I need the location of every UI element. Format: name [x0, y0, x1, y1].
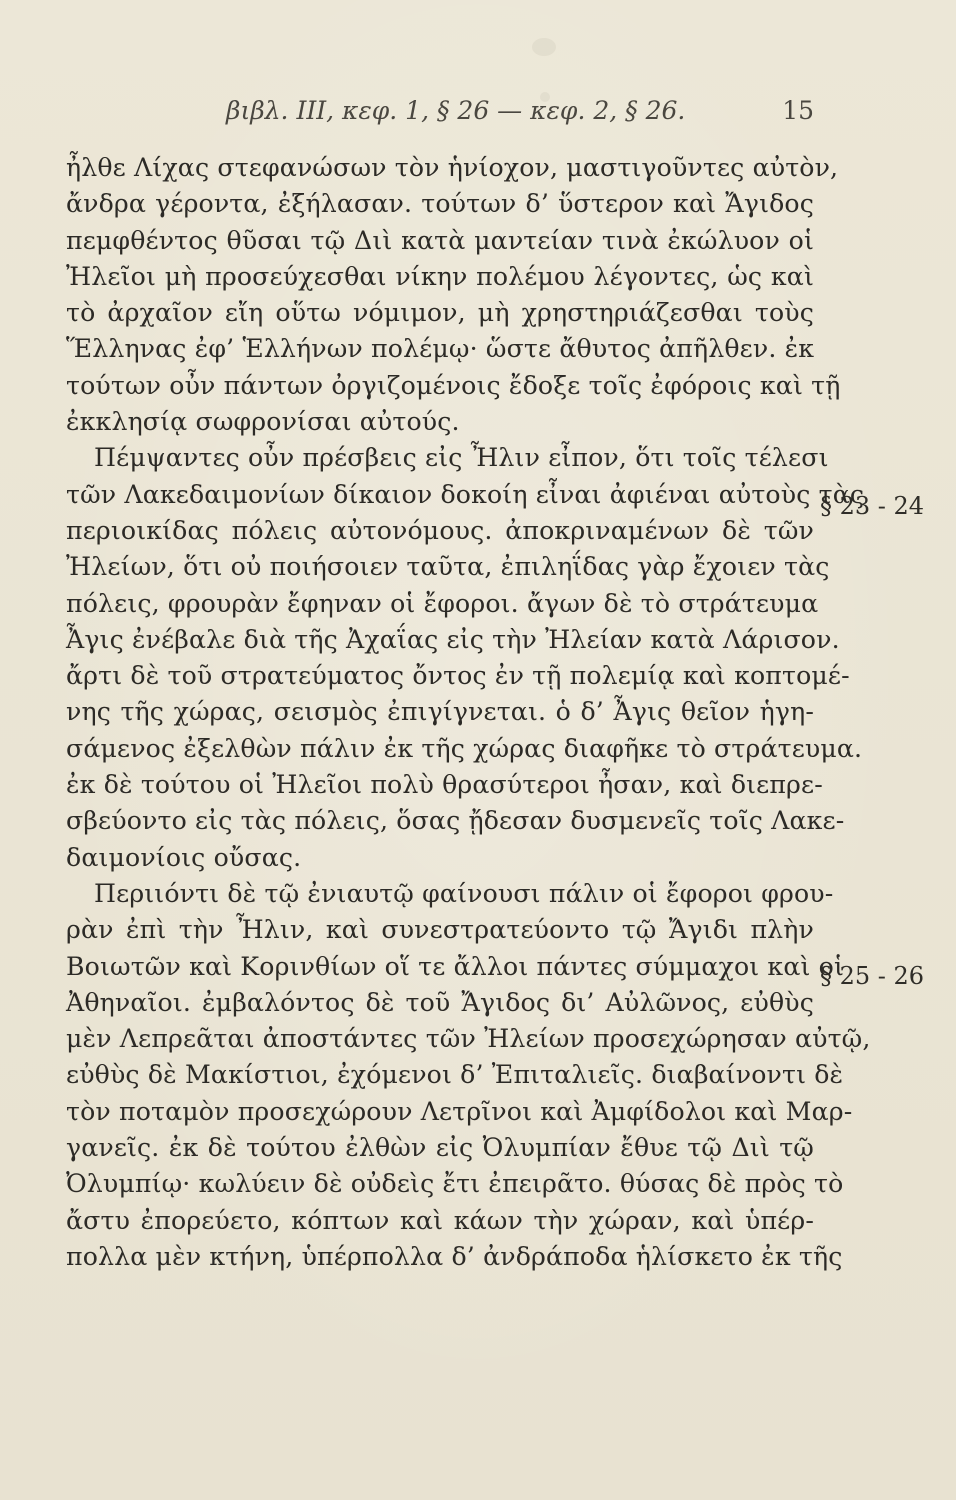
- text-line: Πέμψαντες οὖν πρέσβεις εἰς Ἦλιν εἶπον, ὅτι τοῖς τέλεσι: [94, 443, 829, 473]
- text-line: πεμφθέντος θῦσαι τῷ Διὶ κατὰ μαντείαν τινὰ ἐκώλυον οἱ: [66, 225, 814, 255]
- margin-section-note: § 25 - 26: [820, 962, 925, 990]
- text-line: νης τῆς χώρας, σεισμὸς ἐπιγίγνεται. ὁ δ’ Ἆγις θεῖον ἡγη-: [66, 697, 814, 727]
- text-line: ἐκκλησίᾳ σωφρονίσαι αὐτούς.: [66, 407, 460, 437]
- text-line: μὲν Λεπρεᾶται ἀποστάντες τῶν Ἠλείων προσεχώρησαν αὐτῷ,: [66, 1024, 871, 1054]
- text-line: ἦλθε Λίχας στεφανώσων τὸν ἡνίοχον, μαστιγοῦντες αὐτὸν,: [66, 153, 839, 182]
- text-line: Ὀλυμπίῳ· κωλύειν δὲ οὐδεὶς ἔτι ἐπειρᾶτο. θύσας δὲ πρὸς τὸ: [66, 1169, 844, 1199]
- text-line: ἄρτι δὲ τοῦ στρατεύματος ὄντος ἐν τῇ πολεμίᾳ καὶ κοπτομέ-: [66, 661, 850, 691]
- text-line: πολλα μὲν κτήνη, ὑπέρπολλα δ’ ἀνδράποδα ἡλίσκετο ἐκ τῆς: [66, 1241, 843, 1271]
- text-line: εὐθὺς δὲ Μακίστιοι, ἐχόμενοι δ’ Ἐπιταλιεῖς. διαβαίνοντι δὲ: [66, 1060, 844, 1090]
- text-line: Ἠλείων, ὅτι οὐ ποιήσοιεν ταῦτα, ἐπιληΐδας γὰρ ἔχοιεν τὰς: [66, 552, 830, 582]
- text-line: Ἀθηναῖοι. ἐμβαλόντος δὲ τοῦ Ἄγιδος δι’ Αὐλῶνος, εὐθὺς: [66, 987, 814, 1017]
- text-line: ρὰν ἐπὶ τὴν Ἦλιν, καὶ συνεστρατεύοντο τῷ Ἄγιδι πλὴν: [66, 915, 814, 945]
- page-header: [196, 96, 814, 136]
- text-line: Βοιωτῶν καὶ Κορινθίων οἵ τε ἄλλοι πάντες σύμμαχοι καὶ οἱ: [66, 951, 845, 981]
- body-text: [66, 150, 871, 1275]
- text-line: πόλεις, φρουρὰν ἔφηναν οἱ ἔφοροι. ἄγων δὲ τὸ στράτευμα: [66, 588, 819, 618]
- page-number: 15: [782, 96, 814, 125]
- text-line: γανεῖς. ἐκ δὲ τούτου ἐλθὼν εἰς Ὀλυμπίαν ἔθυε τῷ Διὶ τῷ: [66, 1133, 814, 1163]
- text-line: ἐκ δὲ τούτου οἱ Ἠλεῖοι πολὺ θρασύτεροι ἦσαν, καὶ διεπρε-: [66, 770, 823, 800]
- text-line: σβεύοντο εἰς τὰς πόλεις, ὅσας ᾔδεσαν δυσμενεῖς τοῖς Λακε-: [66, 806, 845, 836]
- text-line: δαιμονίοις οὔσας.: [66, 842, 302, 872]
- running-head: βιβλ. III, κεφ. 1, § 26 — κεφ. 2, § 26.: [226, 96, 686, 125]
- text-line: Περιιόντι δὲ τῷ ἐνιαυτῷ φαίνουσι πάλιν οἱ ἔφοροι φρου-: [94, 878, 834, 908]
- text-line: τούτων οὖν πάντων ὀργιζομένοις ἔδοξε τοῖς ἐφόροις καὶ τῇ: [66, 370, 841, 400]
- text-line: περιοικίδας πόλεις αὐτονόμους. ἀποκριναμένων δὲ τῶν: [66, 515, 814, 545]
- text-line: Ἠλεῖοι μὴ προσεύχεσθαι νίκην πολέμου λέγοντες, ὡς καὶ: [66, 261, 814, 291]
- text-line: ἄστυ ἐπορεύετο, κόπτων καὶ κάων τὴν χώραν, καὶ ὑπέρ-: [66, 1205, 814, 1235]
- text-line: Ἆγις ἐνέβαλε διὰ τῆς Ἀχαΐας εἰς τὴν Ἠλείαν κατὰ Λάρισον.: [66, 624, 840, 654]
- text-line: τὸν ποταμὸν προσεχώρουν Λετρῖνοι καὶ Ἀμφίδολοι καὶ Μαρ-: [66, 1096, 853, 1126]
- margin-section-note: § 23 - 24: [820, 492, 925, 520]
- text-line: σάμενος ἐξελθὼν πάλιν ἐκ τῆς χώρας διαφῆκε τὸ στράτευμα.: [66, 733, 863, 763]
- text-line: Ἕλληνας ἐφ’ Ἑλλήνων πολέμῳ· ὥστε ἄθυτος ἀπῆλθεν. ἐκ: [66, 334, 815, 364]
- paper-stain: [532, 38, 556, 56]
- text-line: ἄνδρα γέροντα, ἐξήλασαν. τούτων δ’ ὕστερον καὶ Ἄγιδος: [66, 189, 814, 219]
- text-line: τῶν Λακεδαιμονίων δίκαιον δοκοίη εἶναι ἀφιέναι αὐτοὺς τὰς: [66, 479, 865, 509]
- text-line: τὸ ἀρχαῖον εἴη οὕτω νόμιμον, μὴ χρηστηριάζεσθαι τοὺς: [66, 298, 814, 328]
